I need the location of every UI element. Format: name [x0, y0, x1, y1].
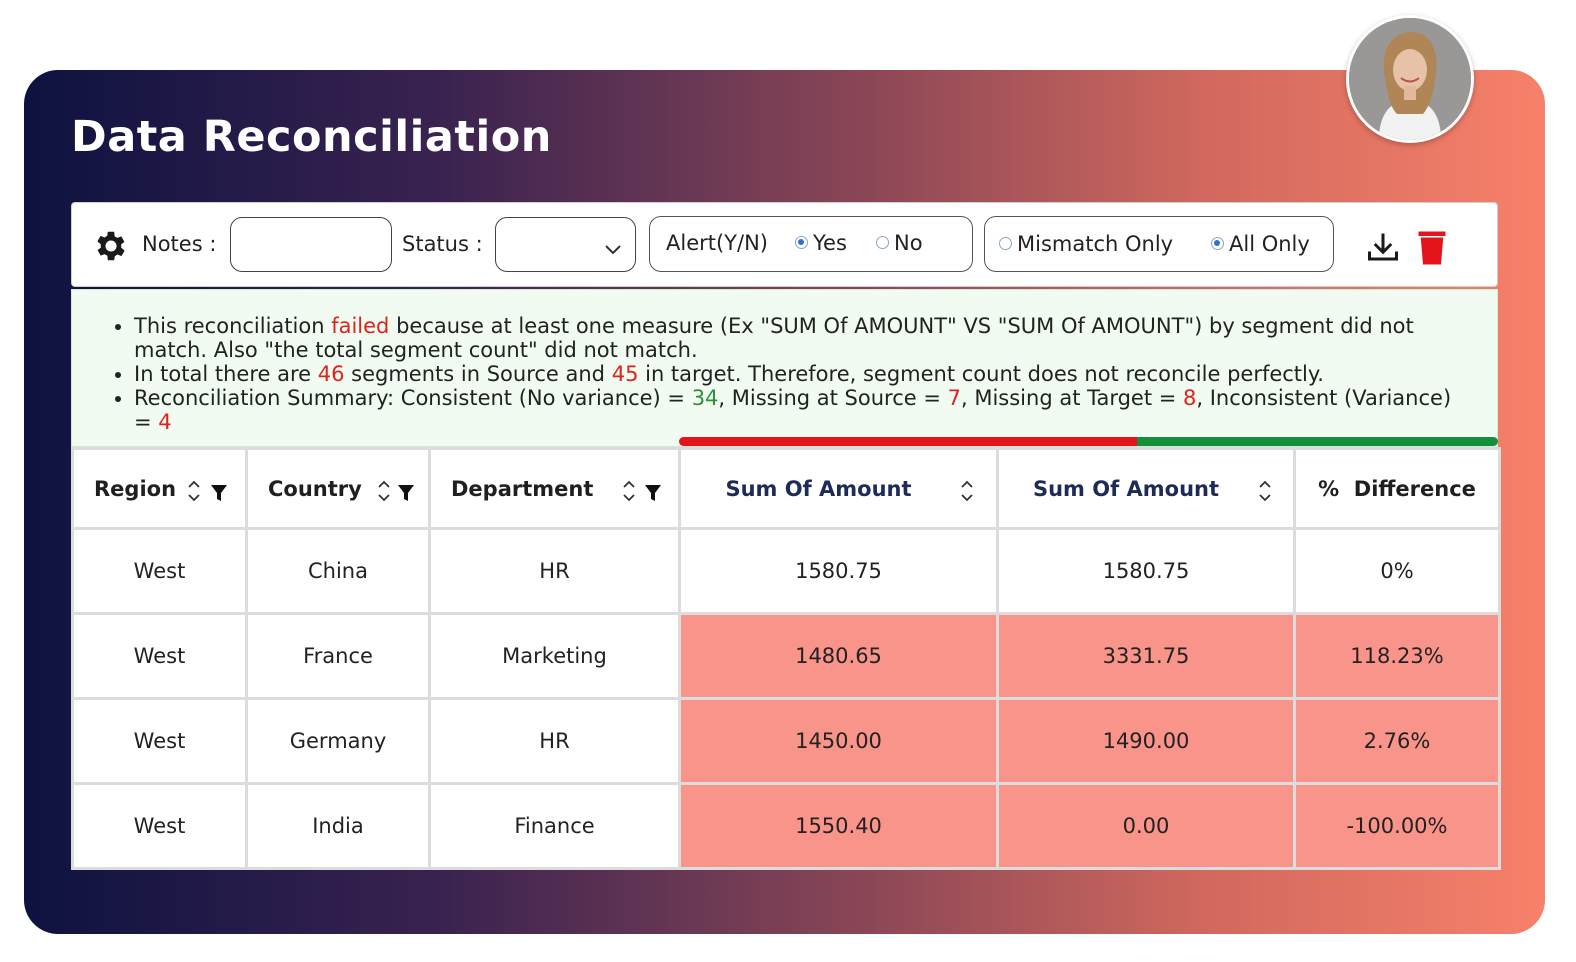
page-title: Data Reconciliation — [71, 112, 552, 162]
cell-difference: -100.00% — [1295, 784, 1500, 869]
table-row[interactable] — [73, 529, 1500, 614]
reconciliation-summary — [71, 289, 1498, 447]
alert-label: Alert(Y/N) — [666, 231, 768, 255]
cell-department: Finance — [430, 784, 680, 869]
mismatch-only-radio[interactable]: Mismatch Only — [999, 232, 1173, 256]
cell-difference: 0% — [1295, 529, 1500, 614]
summary-item-counts: • In total there are 46 segments in Source and 45 in target. Therefore, segment count does not reconcile perfectly. — [134, 362, 1474, 386]
cell-source-amount: 1550.40 — [680, 784, 998, 869]
status-select[interactable] — [495, 217, 636, 272]
radio-icon — [1211, 237, 1224, 250]
cell-target-amount: 1580.75 — [998, 529, 1295, 614]
table-row[interactable] — [73, 784, 1500, 869]
sort-icon[interactable] — [959, 478, 975, 504]
column-header-source-amount[interactable]: Sum Of Amount — [680, 449, 998, 529]
column-header-target-amount[interactable]: Sum Of Amount — [998, 449, 1295, 529]
chevron-down-icon — [604, 244, 622, 256]
cell-difference: 118.23% — [1295, 614, 1500, 699]
status-label: Status : — [402, 232, 483, 256]
filter-icon[interactable] — [210, 484, 228, 502]
cell-region: West — [73, 699, 247, 784]
cell-source-amount: 1480.65 — [680, 614, 998, 699]
cell-country: Germany — [247, 699, 430, 784]
filter-icon[interactable] — [644, 484, 662, 502]
sort-icon[interactable] — [621, 478, 637, 504]
notes-label: Notes : — [142, 232, 217, 256]
radio-icon — [795, 236, 808, 249]
table-row[interactable] — [73, 614, 1500, 699]
column-header-department[interactable]: Department — [430, 449, 680, 529]
progress-match — [1137, 437, 1498, 446]
avatar[interactable] — [1346, 15, 1474, 143]
reconciliation-table — [71, 447, 1501, 870]
notes-input[interactable] — [230, 217, 392, 272]
cell-department: Marketing — [430, 614, 680, 699]
cell-country: China — [247, 529, 430, 614]
radio-icon — [876, 236, 889, 249]
sort-icon[interactable] — [186, 478, 202, 504]
cell-country: India — [247, 784, 430, 869]
summary-item-breakdown: • Reconciliation Summary: Consistent (No variance) = 34, Missing at Source = 7, Missing at Target = 8, Inconsistent (Variance) = 4 — [134, 386, 1474, 434]
cell-region: West — [73, 784, 247, 869]
radio-icon — [999, 237, 1012, 250]
avatar-image — [1349, 18, 1471, 140]
gear-icon[interactable] — [92, 227, 130, 265]
all-only-radio[interactable]: All Only — [1211, 232, 1310, 256]
alert-group — [649, 216, 973, 272]
download-icon[interactable] — [1365, 229, 1401, 265]
cell-source-amount: 1580.75 — [680, 529, 998, 614]
filter-icon[interactable] — [397, 484, 415, 502]
cell-source-amount: 1450.00 — [680, 699, 998, 784]
cell-department: HR — [430, 529, 680, 614]
summary-list — [134, 314, 1474, 434]
toolbar — [71, 202, 1498, 287]
cell-region: West — [73, 614, 247, 699]
cell-country: France — [247, 614, 430, 699]
trash-icon[interactable] — [1417, 230, 1447, 266]
filter-group — [984, 216, 1334, 272]
column-header-difference[interactable]: % Difference — [1295, 449, 1500, 529]
cell-department: HR — [430, 699, 680, 784]
column-header-region[interactable]: Region — [73, 449, 247, 529]
alert-no-radio[interactable]: No — [876, 231, 923, 255]
cell-target-amount: 3331.75 — [998, 614, 1295, 699]
sort-icon[interactable] — [376, 478, 392, 504]
table-row[interactable] — [73, 699, 1500, 784]
column-header-country[interactable]: Country — [247, 449, 430, 529]
cell-region: West — [73, 529, 247, 614]
table-header-row — [73, 449, 1500, 529]
summary-item-status: • This reconciliation failed because at least one measure (Ex "SUM Of AMOUNT" VS "SUM Of AMOUNT") by segment did not match. Also "the total segment count" did not match. — [134, 314, 1474, 362]
sort-icon[interactable] — [1257, 478, 1273, 504]
cell-difference: 2.76% — [1295, 699, 1500, 784]
alert-yes-radio[interactable]: Yes — [795, 231, 847, 255]
progress-mismatch — [679, 437, 1149, 446]
cell-target-amount: 1490.00 — [998, 699, 1295, 784]
cell-target-amount: 0.00 — [998, 784, 1295, 869]
